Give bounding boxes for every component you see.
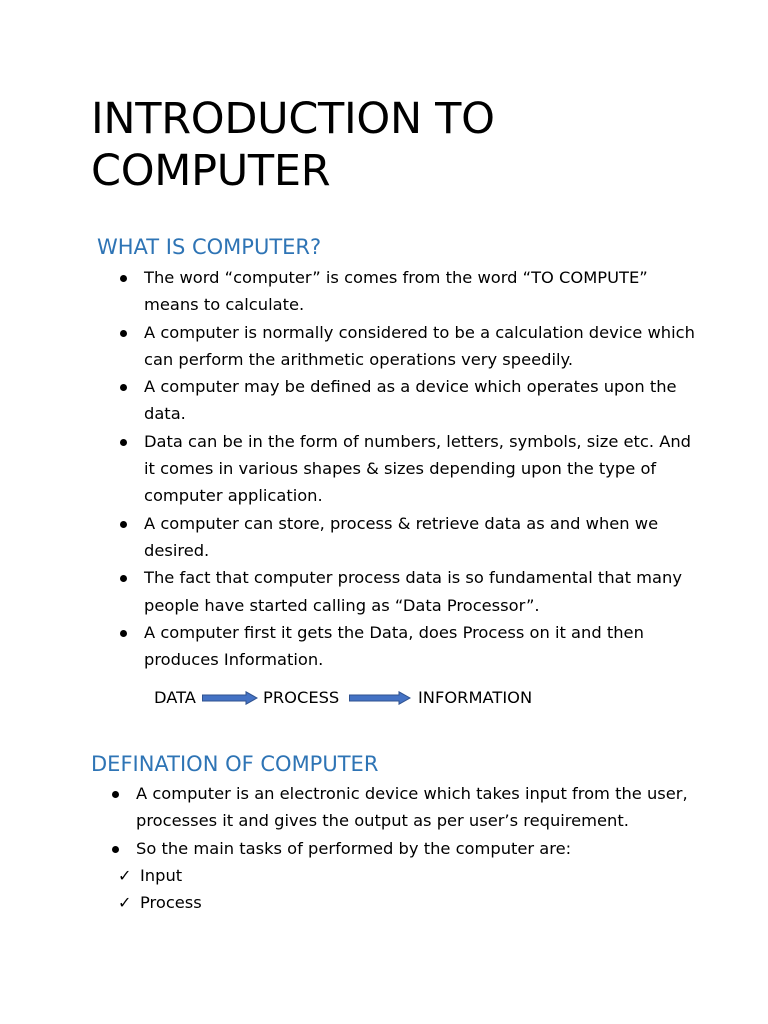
list-item xyxy=(110,835,710,862)
flow-label-information: INFORMATION xyxy=(418,688,533,707)
checklist-item-text: Process xyxy=(140,893,202,913)
check-mark-icon: ✓ xyxy=(118,866,132,885)
flow-label-process: PROCESS xyxy=(263,688,340,707)
list-item-text: A computer can store, process & retrieve data as and when we desired. xyxy=(144,513,659,560)
list-item-text: A computer may be defined as a device which operates upon the data. xyxy=(144,377,677,424)
list-item-text: So the main tasks of performed by the computer are: xyxy=(136,838,572,858)
list-item-text: A computer first it gets the Data, does Process on it and then produces Information. xyxy=(144,622,644,670)
list-item xyxy=(118,428,698,510)
definition-list xyxy=(110,780,710,862)
bullet-dot-icon xyxy=(120,384,127,391)
right-arrow-icon xyxy=(349,691,411,705)
bullet-dot-icon xyxy=(120,521,127,528)
list-item xyxy=(118,564,698,619)
bullet-dot-icon xyxy=(120,275,127,282)
list-item-text: The fact that computer process data is so fundamental that many people have started calling as “Data Processor”. xyxy=(144,568,682,615)
bullet-dot-icon xyxy=(120,439,127,446)
page-title: INTRODUCTION TO COMPUTER xyxy=(91,94,495,196)
main-tasks-checklist xyxy=(118,862,202,917)
checklist-item xyxy=(118,862,202,889)
right-arrow-icon xyxy=(202,691,258,705)
checklist-item-text: Input xyxy=(140,866,183,885)
section-heading-what-is-computer: WHAT IS COMPUTER? xyxy=(97,235,322,259)
list-item xyxy=(110,780,710,835)
list-item xyxy=(118,510,698,565)
bullet-dot-icon xyxy=(120,575,127,582)
bullet-dot-icon xyxy=(112,791,119,798)
list-item xyxy=(118,264,698,319)
bullet-dot-icon xyxy=(120,330,127,337)
list-item xyxy=(118,319,698,374)
checklist-item xyxy=(118,889,202,916)
section-heading-definition: DEFINATION OF COMPUTER xyxy=(91,752,379,776)
list-item-text: The word “computer” is comes from the word “TO COMPUTE” means to calculate. xyxy=(144,268,648,315)
list-item xyxy=(118,373,698,428)
flow-label-data: DATA xyxy=(154,688,196,707)
list-item-text: A computer is normally considered to be a calculation device which can perform the arithmetic operations very speedily. xyxy=(144,322,695,369)
list-item-text: Data can be in the form of numbers, letters, symbols, size etc. And it comes in various shapes & sizes depending upon the type of computer application. xyxy=(144,431,692,506)
bullet-dot-icon xyxy=(120,630,127,637)
bullet-dot-icon xyxy=(112,846,119,853)
list-item xyxy=(118,619,698,674)
what-is-computer-list xyxy=(118,264,698,673)
list-item-text: A computer is an electronic device which takes input from the user, processes it and gives the output as per user’s requirement. xyxy=(136,784,688,831)
check-mark-icon: ✓ xyxy=(118,893,132,913)
